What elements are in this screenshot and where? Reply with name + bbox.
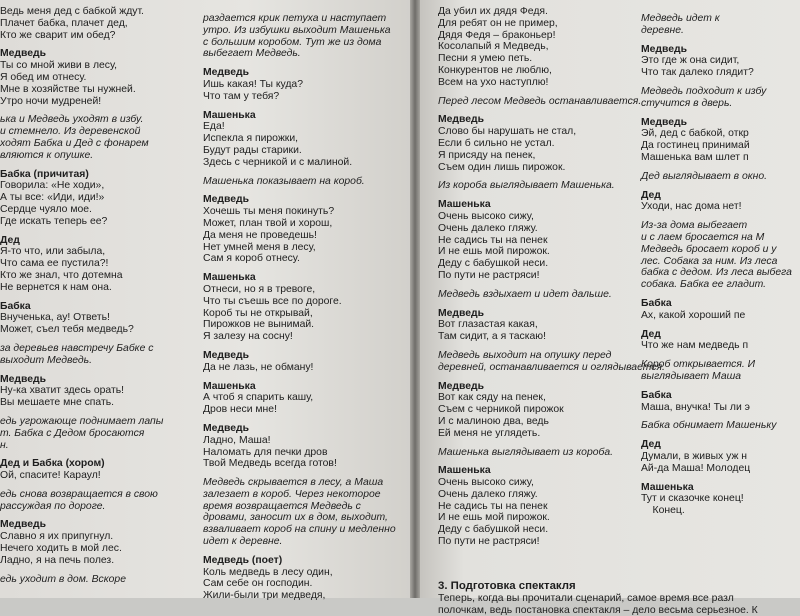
- speaker-heading: Медведь: [203, 67, 250, 79]
- verse-line: Деду с бабушкой неси.: [438, 524, 549, 536]
- speaker-heading: Медведь: [0, 373, 47, 385]
- left-page-column-1: [0, 6, 200, 585]
- verse-line: Кто же знал, что дотемна: [0, 269, 123, 281]
- verse-line: Славно я их припугнул.: [0, 531, 114, 543]
- verse-line: Если б сильно не устал.: [438, 137, 555, 149]
- verse-line: Еда!: [203, 121, 225, 133]
- speaker-heading: Бабка: [0, 300, 31, 312]
- speaker-heading: Машенька: [438, 465, 491, 477]
- section-text-line-2: полочкам, ведь постановка спектакля – дело весьма серьезное. К: [438, 604, 758, 616]
- speaker-heading: Бабка (причитая): [0, 168, 89, 180]
- verse-line: Да гостинец принимай: [641, 140, 750, 152]
- verse-line: Да убил их дядя Федя.: [438, 6, 548, 17]
- verse-line: И не ешь мой пирожок.: [438, 512, 550, 524]
- stage-direction: Бабка обнимает Машеньку: [641, 420, 777, 432]
- verse-line: Будут рады старики.: [203, 144, 302, 156]
- verse-line: Думали, в живых уж н: [641, 450, 748, 462]
- verse-line: Очень высоко сижу,: [438, 477, 534, 489]
- speaker-heading: Медведь: [203, 194, 250, 206]
- right-page-column-2: [641, 6, 800, 517]
- verse-line: Съем один лишь пирожок.: [438, 161, 566, 173]
- stage-direction: Медведь вздыхает и идет дальше.: [438, 288, 612, 300]
- verse-line: Что там у тебя?: [203, 90, 280, 102]
- speaker-heading: Бабка: [641, 389, 672, 401]
- stage-direction: едь снова возвращается в свою рассуждая по дороге.: [0, 488, 158, 512]
- verse-line: Утро ночи мудреней!: [0, 95, 102, 107]
- stage-direction: Дед выглядывает в окно.: [641, 170, 768, 182]
- verse-line: По пути не растряси!: [438, 536, 540, 548]
- stage-direction: Медведь подходит к избу стучится в дверь.: [641, 85, 767, 109]
- verse-line: Маша, внучка! Ты ли э: [641, 401, 750, 413]
- verse-line: Хочешь ты меня покинуть?: [203, 206, 335, 218]
- speaker-heading: Медведь (поет): [203, 554, 283, 566]
- verse-line: Очень далеко гляжу.: [438, 222, 538, 234]
- verse-line: Ах, какой хороший пе: [641, 309, 746, 321]
- verse-line: Ну-ка хватит здесь орать!: [0, 385, 124, 397]
- section-text-line-1: Теперь, когда вы прочитали сценарий, самое время все разл: [438, 592, 734, 604]
- verse-line: Внученька, ау! Ответь!: [0, 312, 110, 324]
- verse-line: И с малиною два, ведь: [438, 415, 549, 427]
- verse-line: Короб ты не открывай,: [203, 307, 313, 319]
- verse-line: Очень далеко гляжу.: [438, 488, 538, 500]
- stage-direction: Из-за дома выбегает и с лаем бросается на М Медведь бросает короб и у лес. Собака за ним. Из леса бабка с дедом. Из леса выбега собака. Бабка ее гладит.: [641, 220, 792, 291]
- verse-line: Я залезу на сосну!: [203, 331, 293, 343]
- speaker-heading: Дед: [641, 328, 661, 340]
- speaker-heading: Дед: [641, 439, 661, 451]
- speaker-heading: Машенька: [203, 272, 256, 284]
- verse-line: Всем на ухо наступлю!: [438, 76, 549, 88]
- verse-line: Там сидит, а я таскаю!: [438, 331, 546, 343]
- verse-line: Дров неси мне!: [203, 404, 277, 416]
- verse-line: Ай-да Маша! Молодец: [641, 462, 751, 474]
- verse-line: Нечего ходить в мой лес.: [0, 543, 122, 555]
- verse-line: Нет умней меня в лесу,: [203, 241, 316, 253]
- speaker-heading: Медведь: [641, 116, 688, 128]
- speaker-heading: Медведь: [0, 519, 47, 531]
- stage-direction: Короб открывается. И выглядывает Маша: [641, 359, 756, 382]
- stage-direction: Из короба выглядывает Машенька.: [438, 180, 615, 192]
- verse-line: Песни я умею петь.: [438, 53, 533, 65]
- stage-direction: Машенька выглядывает из короба.: [438, 446, 614, 458]
- verse-line: Что так далеко глядит?: [641, 67, 754, 79]
- verse-line: Я присяду на пенек,: [438, 149, 536, 161]
- verse-line: Косолапый я Медведь,: [438, 41, 549, 53]
- verse-line: Что ты съешь все по дороге.: [203, 295, 342, 307]
- speaker-heading: Машенька: [438, 199, 491, 211]
- stage-direction: едь уходит в дом. Вскоре: [0, 573, 126, 585]
- verse-line: Где искать теперь ее?: [0, 215, 108, 227]
- speaker-heading: Дед и Бабка (хором): [0, 458, 105, 470]
- stage-direction: Перед лесом Медведь останавливается.: [438, 95, 642, 107]
- verse-line: Ты со мной живи в лесу,: [0, 60, 118, 72]
- speaker-heading: Машенька: [203, 380, 256, 392]
- verse-line: Конец.: [641, 505, 685, 517]
- verse-line: Коль медведь в лесу один,: [203, 566, 333, 578]
- verse-line: Ладно, Маша!: [203, 434, 271, 446]
- verse-line: Не садись ты на пенек: [438, 234, 548, 246]
- speaker-heading: Бабка: [641, 297, 672, 309]
- section-title: 3. Подготовка спектакля: [438, 580, 576, 592]
- verse-line: Может, план твой и хорош,: [203, 217, 333, 229]
- verse-line: Может, съел тебя медведь?: [0, 324, 134, 336]
- verse-line: Конкурентов не люблю,: [438, 64, 552, 76]
- verse-line: Очень высоко сижу,: [438, 210, 534, 222]
- verse-line: Я обед им отнесу.: [0, 71, 87, 83]
- verse-line: Жили-были три медведя,: [203, 590, 326, 602]
- speaker-heading: Машенька: [203, 109, 256, 121]
- verse-line: Эй, дед с бабкой, откр: [641, 128, 749, 140]
- verse-line: Твой Медведь всегда готов!: [203, 458, 337, 470]
- speaker-heading: Машенька: [641, 481, 694, 493]
- verse-line: По пути не растряси!: [438, 269, 540, 281]
- speaker-heading: Медведь: [203, 349, 250, 361]
- verse-line: Это где ж она сидит,: [641, 55, 740, 67]
- verse-line: Да не лазь, не обману!: [203, 361, 314, 373]
- stage-direction: Медведь выходит на опушку перед деревней, останавливается и оглядывается.: [438, 349, 665, 373]
- speaker-heading: Медведь: [641, 43, 688, 55]
- verse-line: Тут и сказочке конец!: [641, 493, 744, 505]
- verse-line: Вы мешаете мне спать.: [0, 397, 115, 409]
- verse-line: Не садись ты на пенек: [438, 500, 548, 512]
- stage-direction: ька и Медведь уходят в избу. и стемнело. Из деревенской ходят Бабка и Дед с фонарем вляются к опушке.: [0, 114, 149, 161]
- verse-line: Да меня не проведешь!: [203, 229, 317, 241]
- verse-line: Машенька вам шлет п: [641, 151, 749, 163]
- verse-line: Для ребят он не пример,: [438, 17, 558, 29]
- verse-line: Кто же сварит им обед?: [0, 29, 116, 41]
- verse-line: Сердце чуяло мое.: [0, 203, 92, 215]
- verse-line: Ой, спасите! Караул!: [0, 470, 101, 482]
- verse-line: Ведь меня дед с бабкой ждут.: [0, 6, 144, 17]
- speaker-heading: Медведь: [203, 422, 250, 434]
- verse-line: Ишь какая! Ты куда?: [203, 78, 303, 90]
- verse-line: Съем с черникой пирожок: [438, 404, 564, 416]
- stage-direction: Медведь идет к деревне.: [641, 13, 720, 36]
- speaker-heading: Медведь: [438, 114, 485, 126]
- section-block: [438, 572, 800, 616]
- verse-line: Мне в хозяйстве ты нужней.: [0, 83, 136, 95]
- verse-line: Не вернется к нам она.: [0, 281, 112, 293]
- stage-direction: едь угрожающе поднимает лапы т. Бабка с Дедом бросаются н.: [0, 415, 164, 451]
- stage-direction: Машенька показывает на короб.: [203, 175, 365, 187]
- verse-line: Уходи, нас дома нет!: [641, 201, 742, 213]
- verse-line: Дядя Федя – браконьер!: [438, 29, 556, 41]
- verse-line: Ей меня не углядеть.: [438, 427, 541, 439]
- speaker-heading: Дед: [641, 189, 661, 201]
- verse-line: Плачет бабка, плачет дед,: [0, 17, 128, 29]
- verse-line: Говорила: «Не ходи»,: [0, 180, 105, 192]
- stage-direction: за деревьев навстречу Бабке с выходит Медведь.: [0, 342, 154, 366]
- verse-line: А ты все: «Иди, иди!»: [0, 192, 105, 204]
- verse-line: Пирожков не вынимай.: [203, 319, 315, 331]
- verse-line: Вот как сяду на пенек,: [438, 392, 546, 404]
- speaker-heading: Медведь: [438, 380, 485, 392]
- stage-direction: раздается крик петуха и наступает утро. Из избушки выходит Машенька с большим коробом. Тут же из дома выбегает Медведь.: [203, 13, 391, 60]
- verse-line: Что же нам медведь п: [641, 340, 749, 352]
- speaker-heading: Медведь: [438, 307, 485, 319]
- verse-line: Отнеси, но я в тревоге,: [203, 283, 316, 295]
- verse-line: Слово бы нарушать не стал,: [438, 126, 577, 138]
- speaker-heading: Медведь: [0, 48, 47, 60]
- verse-line: Сам я короб отнесу.: [203, 253, 300, 265]
- verse-line: Вот глазастая какая,: [438, 319, 538, 331]
- verse-line: Ладно, я на печь полез.: [0, 554, 115, 566]
- left-page-column-2: [203, 6, 408, 602]
- verse-line: Наломать для печки дров: [203, 446, 328, 458]
- stage-direction: Медведь скрывается в лесу, а Маша залезает в короб. Через некоторое время возвращается Медведь с дровами, заносит их в дом, выходит, взваливает короб на спину и медленно идет к деревне.: [203, 477, 396, 548]
- verse-line: Я-то что, или забыла,: [0, 246, 106, 258]
- speaker-heading: Дед: [0, 234, 20, 246]
- book-gutter: [410, 0, 420, 598]
- verse-line: А чтоб я спарить кашу,: [203, 392, 314, 404]
- verse-line: И не ешь мой пирожок.: [438, 246, 550, 258]
- verse-line: Здесь с черникой и с малиной.: [203, 156, 353, 168]
- verse-line: Что сама ее пустила?!: [0, 258, 109, 270]
- verse-line: Испекла я пирожки,: [203, 133, 299, 145]
- verse-line: Деду с бабушкой неси.: [438, 258, 549, 270]
- verse-line: Сам себе он господин.: [203, 578, 313, 590]
